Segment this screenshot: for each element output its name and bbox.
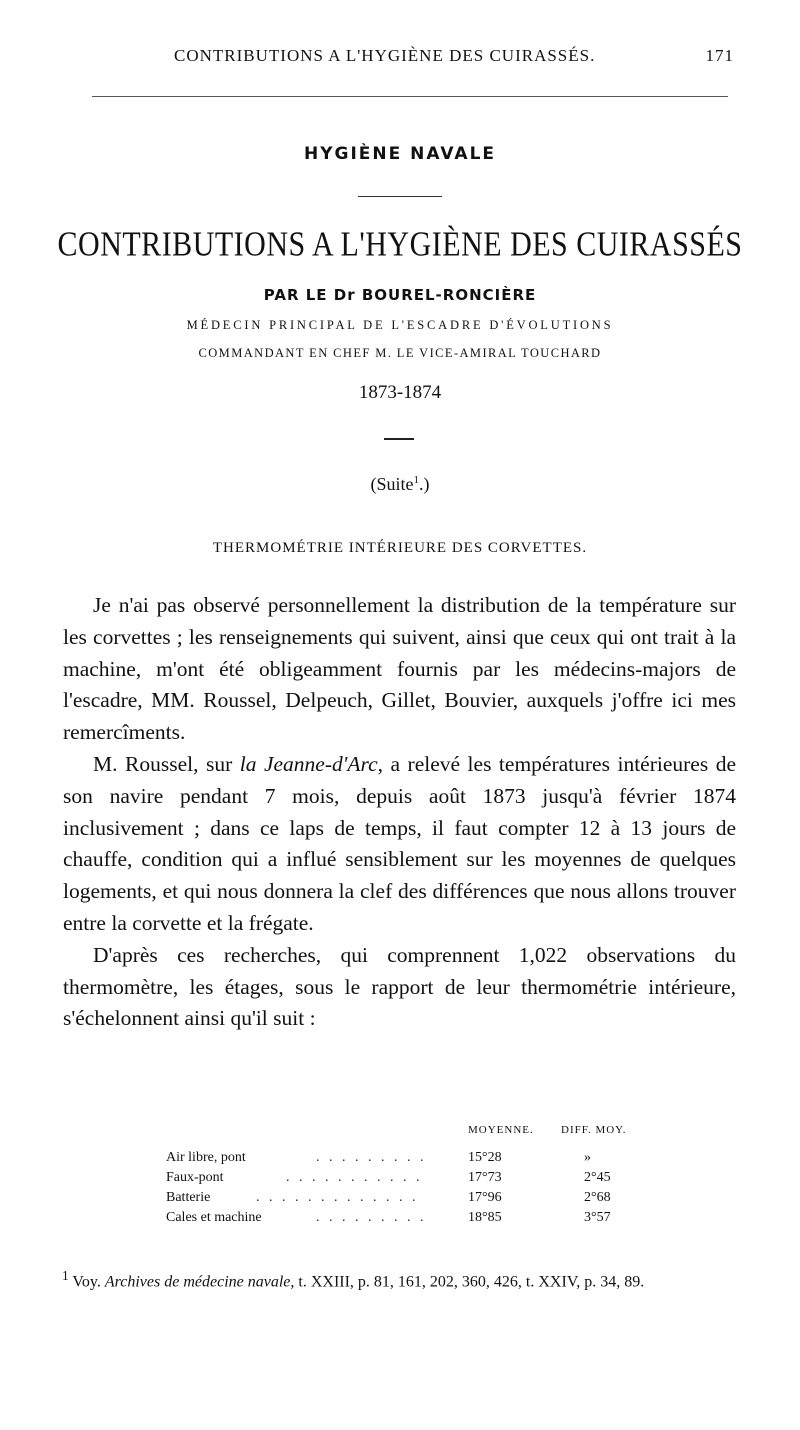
author-byline: PAR LE Dr BOUREL-RONCIÈRE <box>263 286 537 304</box>
row-label: Cales et machine <box>166 1210 262 1225</box>
header-rule <box>92 96 728 97</box>
row-moyenne: 15°28 <box>468 1150 502 1165</box>
paragraph-2-start: M. Roussel, sur <box>93 751 240 776</box>
row-label: Batterie <box>166 1190 211 1205</box>
leader-dots: . . . . . . . . . <box>316 1150 427 1165</box>
table-row <box>166 1190 656 1210</box>
paragraph-1: Je n'ai pas observé personnellement la distribution de la température sur les corvettes ; les renseignements qui suivent, ainsi que ceux qui ont trait à la machine, m'ont été obligeamment fournis par les médecins-majors de l'escadre, MM. Roussel, Delpeuch, Gillet, Bouvier, auxquels j'offre ici mes remercîments. <box>63 593 736 745</box>
footnote <box>62 1264 742 1294</box>
leader-dots: . . . . . . . . . . . . . <box>256 1190 419 1205</box>
table-row <box>166 1170 656 1190</box>
ship-name: la Jeanne-d'Arc <box>239 751 378 776</box>
running-head <box>66 46 734 76</box>
header-moyenne: MOYENNE. <box>468 1124 534 1136</box>
row-diff: 2°45 <box>584 1170 611 1185</box>
row-diff: » <box>584 1150 591 1165</box>
row-diff: 2°68 <box>584 1190 611 1205</box>
table-row <box>166 1210 656 1230</box>
leader-dots: . . . . . . . . . . . <box>286 1170 423 1185</box>
header-diff: DIFF. MOY. <box>561 1124 627 1136</box>
row-diff: 3°57 <box>584 1210 611 1225</box>
suite-text: (Suite <box>370 474 414 494</box>
paragraph-2 <box>63 749 736 940</box>
paragraph-3: D'après ces recherches, qui comprennent 1,022 observations du thermomètre, les étages, sous le rapport de leur thermométrie intérieure, s'échelonnent ainsi qu'il suit : <box>63 942 736 1031</box>
continuation-note <box>0 474 800 495</box>
row-moyenne: 18°85 <box>468 1210 502 1225</box>
leader-dots: . . . . . . . . . <box>316 1210 427 1225</box>
article-title: CONTRIBUTIONS A L'HYGIÈNE DES CUIRASSÉS <box>57 225 743 264</box>
table-row <box>166 1150 656 1170</box>
years: 1873-1874 <box>358 382 442 403</box>
footnote-ref[interactable]: 1 <box>413 474 419 486</box>
row-label: Air libre, pont <box>166 1150 246 1165</box>
title-rule <box>358 196 442 197</box>
author-position: MÉDECIN PRINCIPAL DE L'ESCADRE D'ÉVOLUTIONS <box>186 318 614 332</box>
paragraph-2-rest: , a relevé les températures intérieures de son navire pendant 7 mois, depuis août 1873 jusqu'à février 1874 inclusivement ; dans ce laps de temps, il faut compter 12 à 13 jours de chauffe, condition qui a influé sensiblement sur les moyennes de quelques logements, et qui nous donnera la clef des différences que nous allons trouver entre la corvette et la frégate. <box>63 751 736 935</box>
footnote-intro: Voy. <box>68 1273 105 1291</box>
suite-close: .) <box>419 474 430 494</box>
section-heading: HYGIÈNE NAVALE <box>303 144 497 164</box>
journal-title: Archives de médecine navale <box>104 1273 291 1291</box>
row-moyenne: 17°73 <box>468 1170 502 1185</box>
footnote-refs: , t. XXIII, p. 81, 161, 202, 360, 426, t. XXIV, p. 34, 89. <box>290 1273 645 1291</box>
body-text <box>63 590 736 1035</box>
page-number: 171 <box>705 46 734 65</box>
row-moyenne: 17°96 <box>468 1190 502 1205</box>
row-label: Faux-pont <box>166 1170 224 1185</box>
author-command: COMMANDANT EN CHEF M. LE VICE-AMIRAL TOUCHARD <box>198 346 602 360</box>
separator-dash <box>384 438 414 440</box>
subsection-heading: THERMOMÉTRIE INTÉRIEURE DES CORVETTES. <box>212 540 588 556</box>
footnote-mark: 1 <box>62 1268 69 1283</box>
running-title: CONTRIBUTIONS A L'HYGIÈNE DES CUIRASSÉS. <box>174 46 596 65</box>
